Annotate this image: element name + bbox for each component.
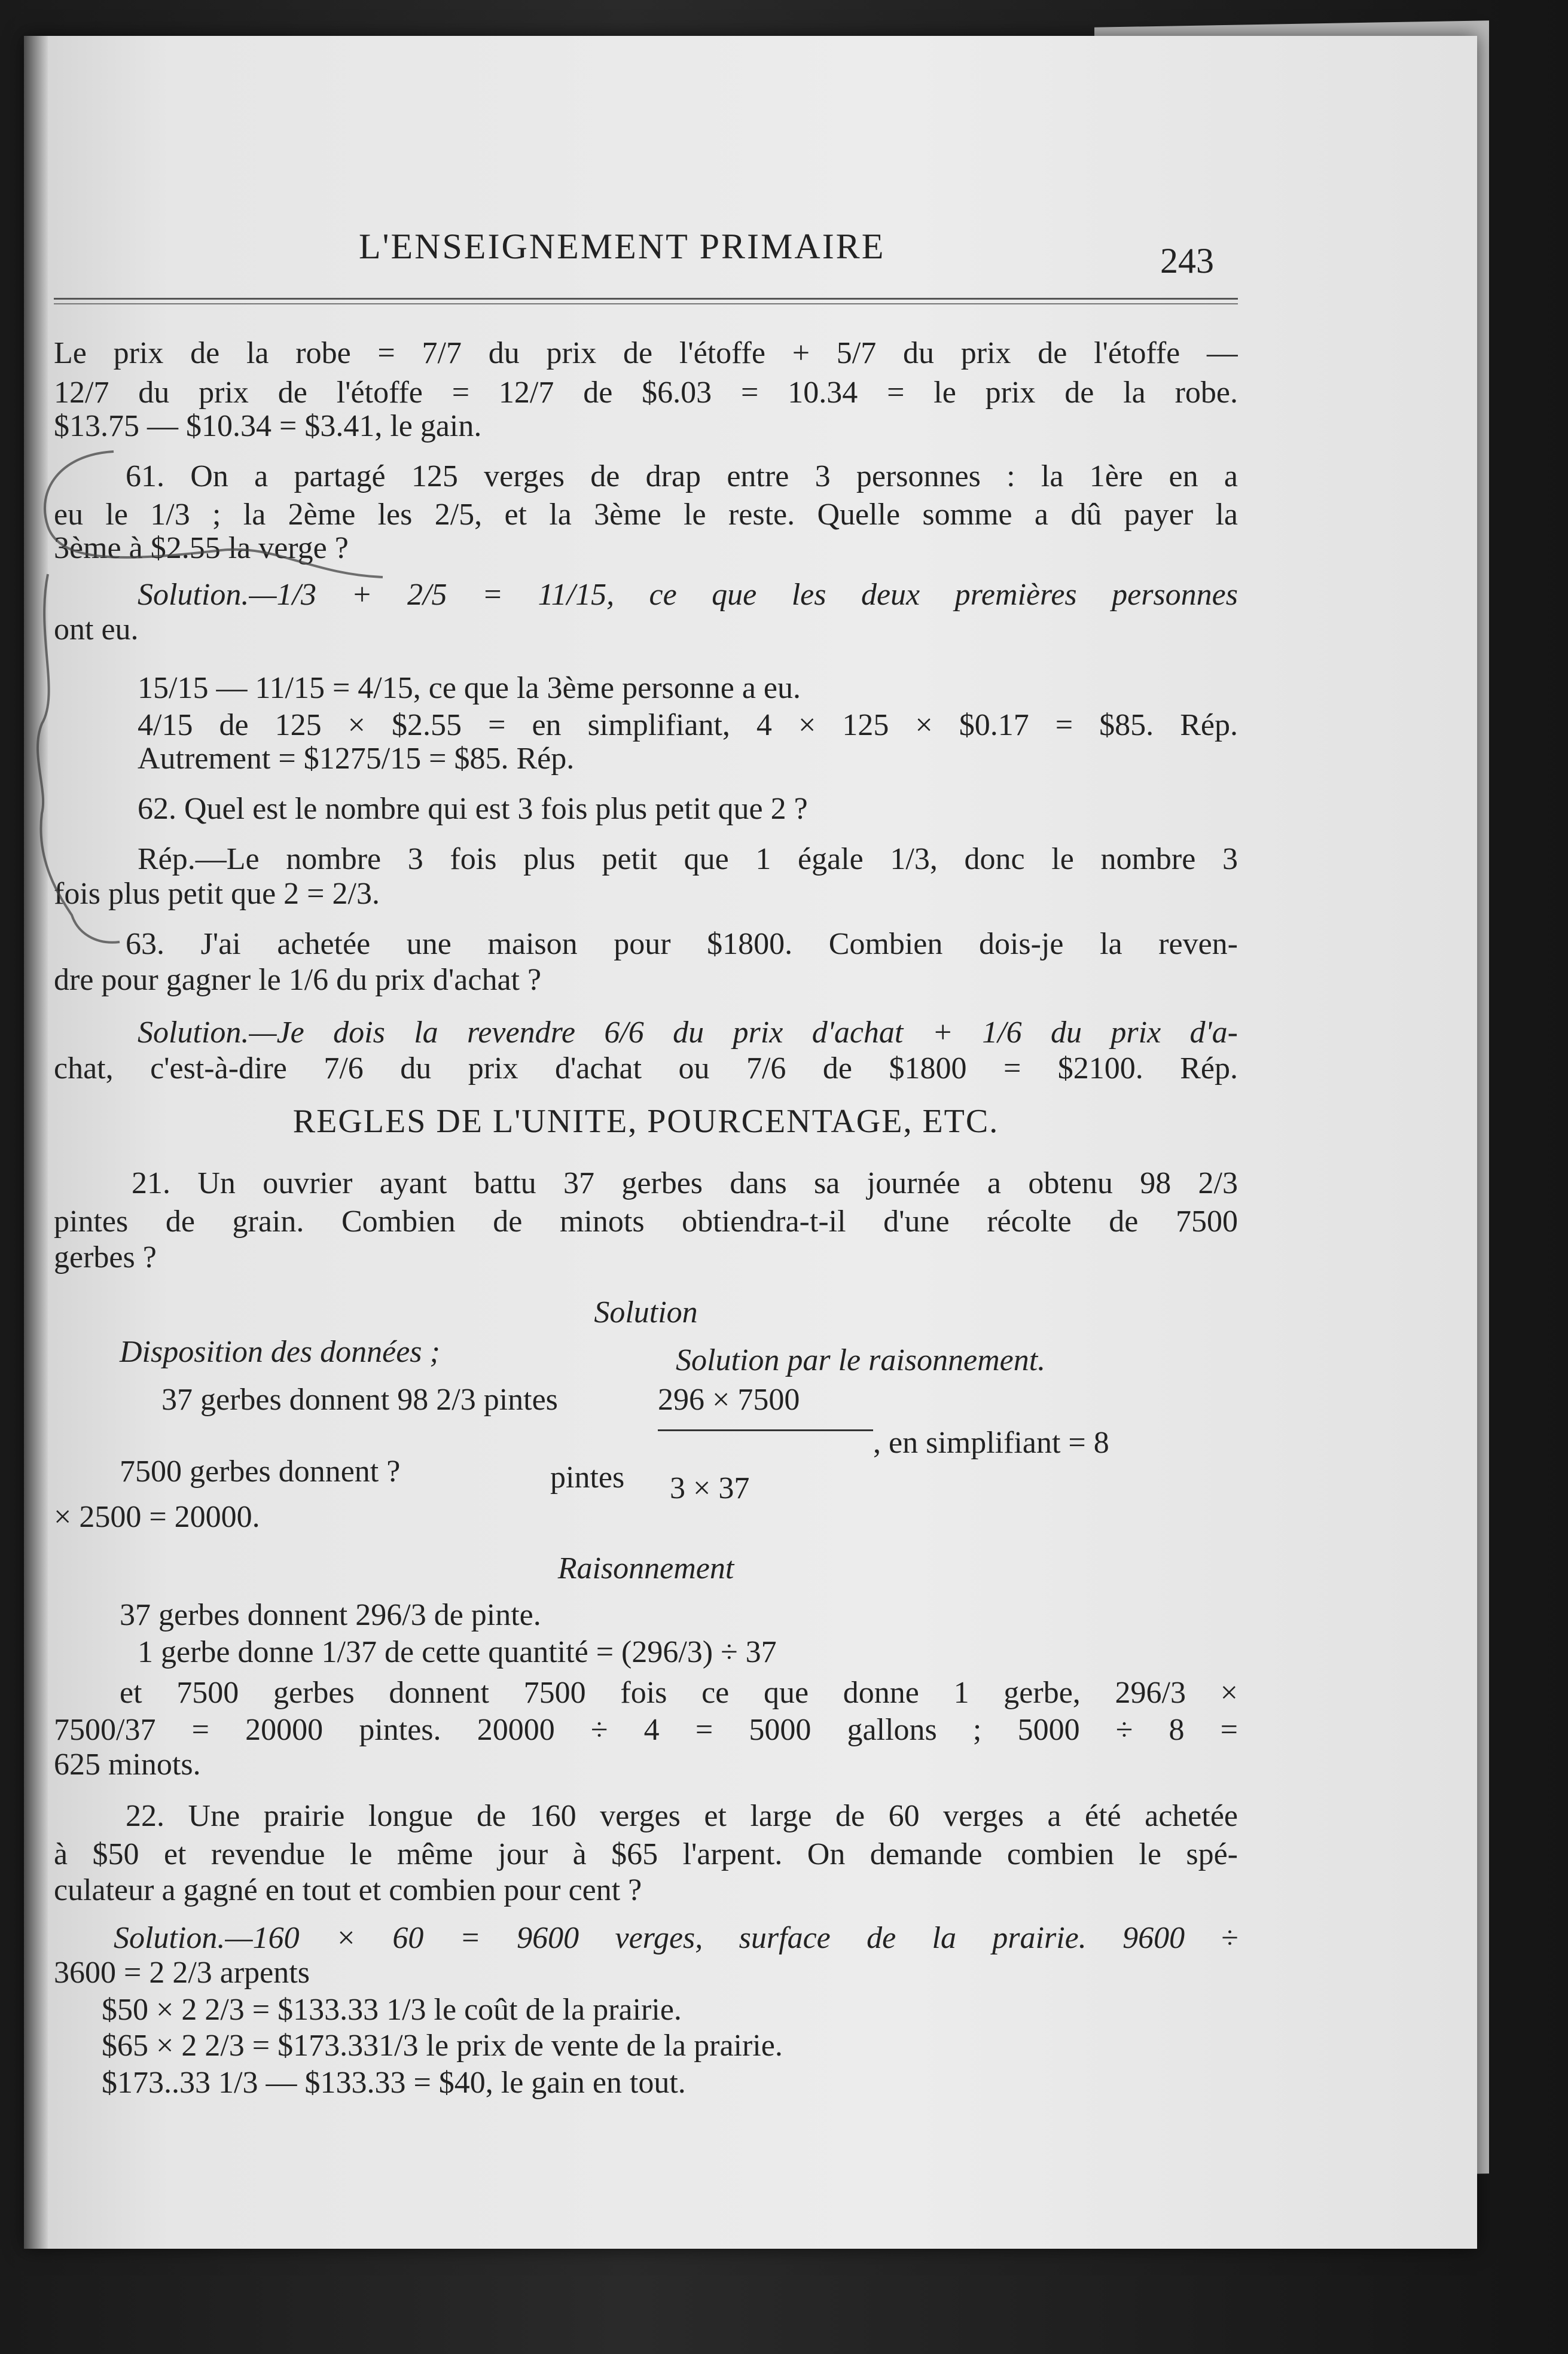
problem-22: 22. Une prairie longue de 160 verges et large de 60 verges a été achetée [126,1799,1238,1833]
text-line: dre pour gagner le 1/6 du prix d'achat ? [54,963,542,997]
page-binding-shadow [24,36,48,2249]
text-line: 7500/37 = 20000 pintes. 20000 ÷ 4 = 5000 gallons ; 5000 ÷ 8 = [54,1713,1238,1747]
text-line: fois plus petit que 2 = 2/3. [54,877,380,911]
text-line: pintes de grain. Combien de minots obtiendra-t-il d'une récolte de 7500 [54,1205,1238,1239]
text-line: Le prix de la robe = 7/7 du prix de l'étoffe + 5/7 du prix de l'étoffe — [54,336,1238,370]
problem-62: 62. Quel est le nombre qui est 3 fois plus petit que 2 ? [138,792,808,826]
answer-62: Rép.—Le nombre 3 fois plus petit que 1 égale 1/3, donc le nombre 3 [138,842,1238,876]
text-line: 37 gerbes donnent 98 2/3 pintes [161,1383,558,1417]
text-line: 37 gerbes donnent 296/3 de pinte. [120,1598,541,1632]
text-line: et 7500 gerbes donnent 7500 fois ce que donne 1 gerbe, 296/3 × [120,1676,1238,1710]
text-line: $50 × 2 2/3 = $133.33 1/3 le coût de la prairie. [102,1993,682,2027]
text-line: $173..33 1/3 — $133.33 = $40, le gain en tout. [102,2066,686,2100]
problem-21: 21. Un ouvrier ayant battu 37 gerbes dans sa journée a obtenu 98 2/3 [132,1166,1238,1200]
fraction-denominator: 3 × 37 [670,1471,750,1505]
running-header: L'ENSEIGNEMENT PRIMAIRE [359,227,886,266]
text-line: 3600 = 2 2/3 arpents [54,1956,310,1990]
fraction-numerator: 296 × 7500 [658,1383,800,1417]
fraction-bar [658,1429,873,1431]
book-page [24,36,1477,2249]
solution-61: Solution.—1/3 + 2/5 = 11/15, ce que les deux premières personnes [138,578,1238,612]
text-line: × 2500 = 20000. [54,1500,260,1534]
text-line: Autrement = $1275/15 = $85. Rép. [138,742,575,776]
section-heading: REGLES DE L'UNITE, POURCENTAGE, ETC. [292,1103,999,1140]
reasoning-solution-heading: Solution par le raisonnement. [676,1343,1046,1377]
header-rule [54,298,1238,304]
solution-63: Solution.—Je dois la revendre 6/6 du prix d'achat + 1/6 du prix d'a- [138,1016,1238,1050]
text-line: 625 minots. [54,1748,201,1782]
reasoning-heading: Raisonnement [557,1551,734,1585]
text-line: 7500 gerbes donnent ? [120,1455,401,1489]
text-line: gerbes ? [54,1240,157,1274]
problem-61: 61. On a partagé 125 verges de drap entre 3 personnes : la 1ère en a [126,459,1238,493]
text-line: 15/15 — 11/15 = 4/15, ce que la 3ème personne a eu. [138,671,801,705]
text-line: chat, c'est-à-dire 7/6 du prix d'achat ou 7/6 de $1800 = $2100. Rép. [54,1051,1238,1085]
problem-63: 63. J'ai achetée une maison pour $1800. Combien dois-je la reven- [126,927,1238,961]
text-line: 3ème à $2.55 la verge ? [54,531,349,565]
text-line: à $50 et revendue le même jour à $65 l'arpent. On demande combien le spé- [54,1837,1238,1871]
text-line: $65 × 2 2/3 = $173.331/3 le prix de vente de la prairie. [102,2029,783,2063]
text-line: , en simplifiant = 8 [873,1426,1109,1460]
text-line: 1 gerbe donne 1/37 de cette quantité = (296/3) ÷ 37 [138,1635,777,1669]
data-layout-heading: Disposition des données ; [120,1335,440,1369]
text-line: pintes [550,1460,625,1495]
solution-heading: Solution [594,1295,698,1330]
text-line: eu le 1/3 ; la 2ème les 2/5, et la 3ème le reste. Quelle somme a dû payer la [54,498,1238,532]
page-number: 243 [1160,241,1214,280]
solution-22: Solution.—160 × 60 = 9600 verges, surface de la prairie. 9600 ÷ [114,1921,1238,1955]
text-line: ont eu. [54,612,139,647]
text-line: culateur a gagné en tout et combien pour cent ? [54,1873,642,1907]
text-line: 12/7 du prix de l'étoffe = 12/7 de $6.03 = 10.34 = le prix de la robe. [54,376,1238,410]
text-line: $13.75 — $10.34 = $3.41, le gain. [54,409,482,443]
text-line: 4/15 de 125 × $2.55 = en simplifiant, 4 × 125 × $0.17 = $85. Rép. [138,708,1238,742]
